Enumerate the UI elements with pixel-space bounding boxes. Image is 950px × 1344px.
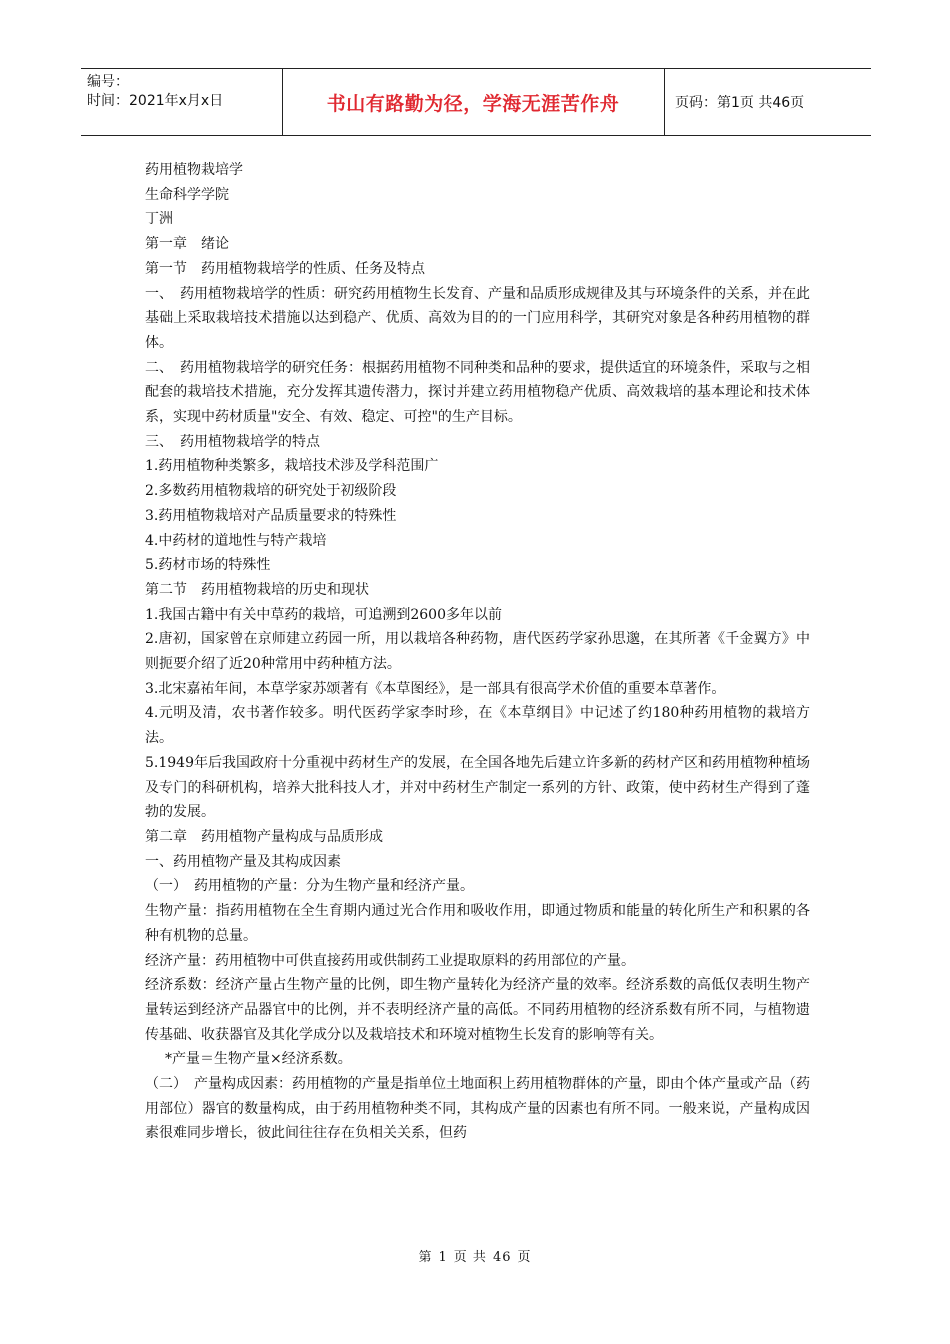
paragraph: 经济系数：经济产量占生物产量的比例，即生物产量转化为经济产量的效率。经济系数的高低仅表明生物产量转运到经济产品器官中的比例，并不表明经济产量的高低。不同药用植物的经济系数有所不同，与植物遗传基础、收获器官及其化学成分以及栽培技术和环境对植物生长发育的影响等有关。 (145, 977, 810, 1043)
header-date: 时间：2021年x月x日 (87, 93, 224, 109)
formula-line: *产量＝生物产量×经济系数。 (165, 1051, 352, 1068)
paragraph: 三、 药用植物栽培学的特点 (145, 433, 320, 450)
list-item: 2.多数药用植物栽培的研究处于初级阶段 (145, 483, 397, 500)
footer-label-post: 页 (517, 1250, 532, 1265)
document-body (145, 158, 810, 1146)
paragraph: 一、 药用植物栽培学的性质：研究药用植物生长发育、产量和品质形成规律及其与环境条件的关系，并在此基础上采取栽培技术措施以达到稳产、优质、高效为目的的一门应用科学，其研究对象是各种药用植物的群体。 (145, 285, 810, 351)
section-heading: 第二节 药用植物栽培的历史和现状 (145, 581, 369, 598)
list-item: 3.药用植物栽培对产品质量要求的特殊性 (145, 507, 397, 524)
list-item: 2.唐初，国家曾在京师建立药园一所，用以栽培各种药物，唐代医药学家孙思邈，在其所著《千金翼方》中则扼要介绍了近20种常用中药种植方法。 (145, 631, 810, 673)
footer-page-number: 1 (438, 1250, 448, 1265)
page-header (81, 68, 871, 136)
list-item: 1.药用植物种类繁多，栽培技术涉及学科范围广 (145, 458, 439, 475)
paragraph: 二、 药用植物栽培学的研究任务：根据药用植物不同种类和品种的要求，提供适宜的环境条件，采取与之相配套的栽培技术措施，充分发挥其遗传潜力，探讨并建立药用植物稳产优质、高效栽培的基本理论和技术体系，实现中药材质量"安全、有效、稳定、可控"的生产目标。 (145, 359, 810, 426)
list-item: 4.中药材的道地性与特产栽培 (145, 532, 327, 549)
list-item: 3.北宋嘉祐年间，本草学家苏颂著有《本草图经》，是一部具有很高学术价值的重要本草著作。 (145, 680, 726, 697)
header-page-info: 页码：第1页 共46页 (675, 95, 805, 111)
doc-school: 生命科学学院 (145, 186, 229, 203)
list-item: 5.药材市场的特殊性 (145, 557, 271, 574)
section-heading: 第一节 药用植物栽培学的性质、任务及特点 (145, 260, 425, 277)
list-item: 4.元明及清，农书著作较多。明代医药学家李时珍，在《本草纲目》中记述了约180种药用植物的栽培方法。 (145, 705, 810, 747)
header-motto: 书山有路勤为径，学海无涯苦作舟 (326, 92, 620, 115)
paragraph: 生物产量：指药用植物在全生育期内通过光合作用和吸收作用，即通过物质和能量的转化所生产和积累的各种有机物的总量。 (145, 903, 810, 944)
chapter-heading: 第二章 药用植物产量构成与品质形成 (145, 828, 383, 845)
chapter-heading: 第一章 绪论 (145, 236, 229, 253)
paragraph: （一） 药用植物的产量：分为生物产量和经济产量。 (145, 878, 474, 895)
list-item: 1.我国古籍中有关中草药的栽培，可追溯到2600多年以前 (145, 606, 502, 623)
paragraph: （二） 产量构成因素：药用植物的产量是指单位土地面积上药用植物群体的产量，即由个体产量或产品（药用部位）器官的数量构成，由于药用植物种类不同，其构成产量的因素也有所不同。一般来说，产量构成因素很难同步增长，彼此间往往存在负相关关系，但药 (145, 1076, 810, 1142)
footer-label-mid: 页 共 (453, 1250, 487, 1265)
list-item: 5.1949年后我国政府十分重视中药材生产的发展，在全国各地先后建立许多新的药材产区和药用植物种植场及专门的科研机构，培养大批科技人才，并对中药材生产制定一系列的方针、政策，使中药材生产得到了蓬勃的发展。 (145, 754, 810, 821)
footer-label-pre: 第 (418, 1250, 433, 1265)
subsection-heading: 一、药用植物产量及其构成因素 (145, 853, 341, 870)
doc-author: 丁洲 (145, 211, 173, 228)
header-divider-right (664, 69, 665, 135)
page-footer (0, 1246, 950, 1265)
header-number-label: 编号： (87, 74, 129, 90)
paragraph: 经济产量：药用植物中可供直接药用或供制药工业提取原料的药用部位的产量。 (145, 952, 635, 969)
doc-title: 药用植物栽培学 (145, 162, 243, 178)
header-meta (87, 73, 277, 111)
footer-page-total: 46 (492, 1250, 512, 1265)
